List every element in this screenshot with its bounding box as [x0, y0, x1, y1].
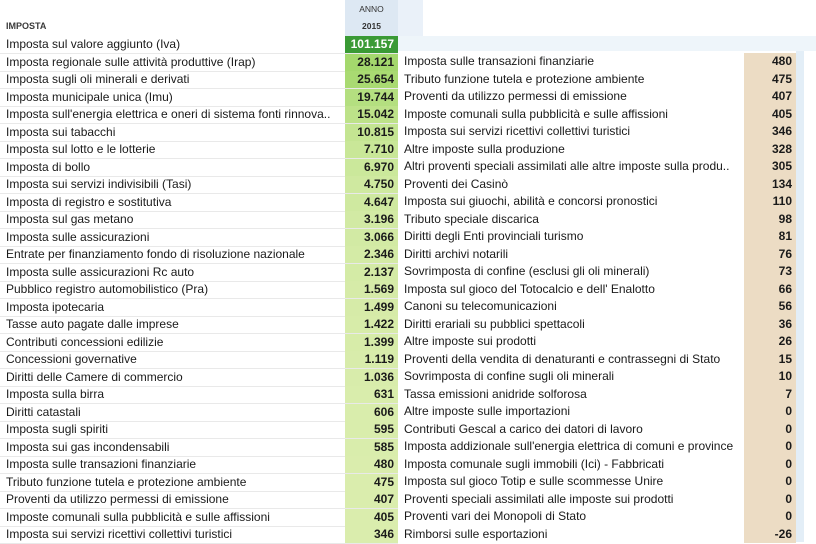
row-label: Altri proventi speciali assimilati alle altre imposte sulla produ.. [404, 159, 730, 173]
row-value: 10.815 [345, 124, 398, 142]
row-label: Diritti degli Enti provinciali turismo [404, 229, 584, 243]
row-value: 134 [744, 176, 796, 194]
row-label: Imposta sui tabacchi [6, 124, 116, 139]
row-value: 66 [744, 281, 796, 299]
row-label: Imposta addizionale sull'energia elettrica di comuni e province [404, 439, 734, 453]
row-value: -26 [744, 526, 796, 544]
row-label: Imposte comunali sulla pubblicità e sulle affissioni [6, 509, 270, 524]
row-label: Proventi speciali assimilati alle imposte sui prodotti [404, 491, 674, 506]
row-value: 56 [744, 298, 796, 316]
row-label: Proventi vari dei Monopoli di Stato [404, 509, 587, 523]
row-label: Imposta regionale sulle attività produttive (Irap) [6, 54, 256, 69]
right-edge-strip [796, 51, 804, 542]
header-strip [398, 0, 423, 36]
row-label: Proventi da utilizzo permessi di emissione [404, 89, 627, 103]
row-label: Imposta sui servizi indivisibili (Tasi) [6, 177, 192, 191]
row-label: Contributi Gescal a carico dei datori di lavoro [404, 421, 643, 436]
row-value: 595 [345, 421, 398, 439]
row-value: 1.499 [345, 299, 398, 317]
row-label: Imposta sui servizi ricettivi collettivi turistici [6, 527, 233, 541]
row-label: Imposta sulle transazioni finanziarie [404, 54, 595, 68]
row-value: 0 [744, 456, 796, 474]
row-label: Imposta sul gioco del Totocalcio e dell' Enalotto [404, 281, 655, 296]
row-label: Rimborsi sulle esportazioni [404, 526, 548, 541]
row-label: Imposta sui servizi ricettivi collettivi turistici [404, 124, 631, 138]
row-label: Imposta sulle assicurazioni [6, 229, 150, 244]
row-label: Pubblico registro automobilistico (Pra) [6, 282, 209, 296]
row-label: Altre imposte sui prodotti [404, 334, 537, 348]
row-value: 73 [744, 263, 796, 281]
row-value: 4.647 [345, 194, 398, 212]
row-label: Tributo funzione tutela e protezione ambiente [6, 474, 247, 489]
row-label: Imposta sugli spiriti [6, 422, 109, 436]
row-label: Tassa emissioni anidride solforosa [404, 386, 587, 401]
row-label: Imposta sulla birra [6, 387, 105, 401]
row-value: 1.422 [345, 316, 398, 334]
row-value: 2.346 [345, 246, 398, 264]
row-value: 1.399 [345, 334, 398, 352]
row-value: 475 [744, 71, 796, 89]
row-value: 3.066 [345, 229, 398, 247]
row-value: 0 [744, 403, 796, 421]
row-value: 81 [744, 228, 796, 246]
row-label: Imposta municipale unica (Imu) [6, 89, 173, 104]
row-label: Imposta sui gas incondensabili [6, 439, 170, 454]
row-value: 28.121 [345, 54, 398, 72]
row-label: Tasse auto pagate dalle imprese [6, 317, 179, 331]
row-value: 407 [744, 88, 796, 106]
row-value: 0 [744, 421, 796, 439]
row-label: Tributo speciale discarica [404, 211, 539, 226]
row-label: Proventi dei Casinò [404, 176, 509, 191]
row-label: Imposta sulle assicurazioni Rc auto [6, 264, 195, 279]
row-label: Imposta ipotecaria [6, 299, 105, 314]
row-value: 10 [744, 368, 796, 386]
row-value: 7.710 [345, 141, 398, 159]
row-label: Contributi concessioni edilizie [6, 334, 164, 349]
row-label: Tributo funzione tutela e protezione ambiente [404, 71, 645, 86]
row-value: 1.569 [345, 281, 398, 299]
row-label: Imposta sul gioco Totip e sulle scommesse Unire [404, 474, 664, 488]
row-label: Proventi della vendita di denaturanti e contrassegni di Stato [404, 351, 721, 366]
row-value: 25.654 [345, 71, 398, 89]
row-label: Imposta sul lotto e le lotterie [6, 142, 156, 156]
row-value: 631 [345, 386, 398, 404]
row-label: Canoni su telecomunicazioni [404, 299, 557, 313]
row-value: 76 [744, 246, 796, 264]
row-value: 98 [744, 211, 796, 229]
row-value: 26 [744, 333, 796, 351]
row-value: 1.119 [345, 351, 398, 369]
row-value: 585 [345, 439, 398, 457]
row-label: Diritti catastali [6, 404, 81, 419]
row-value: 15 [744, 351, 796, 369]
row-value: 7 [744, 386, 796, 404]
right-top-band [398, 36, 816, 51]
row-value: 1.036 [345, 369, 398, 387]
row-label: Imposta sugli oli minerali e derivati [6, 72, 190, 86]
row-label: Sovrimposta di confine sugli oli minerali [404, 369, 615, 383]
row-label: Concessioni governative [6, 352, 137, 366]
row-label: Imposte comunali sulla pubblicità e sulle affissioni [404, 106, 668, 121]
row-value: 15.042 [345, 106, 398, 124]
row-label: Altre imposte sulle importazioni [404, 404, 571, 418]
row-label: Imposta sulle transazioni finanziarie [6, 457, 197, 471]
row-value: 2.137 [345, 264, 398, 282]
row-value: 101.157 [345, 36, 398, 54]
row-value: 110 [744, 193, 796, 211]
row-value: 19.744 [345, 89, 398, 107]
row-value: 305 [744, 158, 796, 176]
row-label: Imposta sul gas metano [6, 212, 134, 226]
row-value: 405 [345, 509, 398, 527]
row-label: Diritti delle Camere di commercio [6, 369, 183, 384]
row-value: 475 [345, 474, 398, 492]
header-year-value: 2015 [362, 21, 381, 31]
row-value: 606 [345, 404, 398, 422]
row-label: Imposta sull'energia elettrica e oneri di sistema fonti rinnova.. [6, 107, 331, 121]
row-value: 328 [744, 141, 796, 159]
row-value: 346 [744, 123, 796, 141]
row-value: 346 [345, 526, 398, 544]
row-label: Diritti archivi notarili [404, 246, 509, 261]
row-label: Imposta sul valore aggiunto (Iva) [6, 37, 181, 51]
row-label: Sovrimposta di confine (esclusi gli oli minerali) [404, 264, 650, 278]
row-value: 36 [744, 316, 796, 334]
row-value: 405 [744, 106, 796, 124]
row-label: Altre imposte sulla produzione [404, 141, 565, 156]
row-value: 0 [744, 491, 796, 509]
row-value: 480 [744, 53, 796, 71]
row-value: 480 [345, 456, 398, 474]
row-value: 0 [744, 438, 796, 456]
row-value: 4.750 [345, 176, 398, 194]
row-label: Imposta di bollo [6, 159, 91, 174]
row-label: Diritti erariali su pubblici spettacoli [404, 316, 585, 331]
row-value: 407 [345, 491, 398, 509]
row-label: Imposta sui giuochi, abilità e concorsi pronostici [404, 194, 658, 208]
header-year-label: ANNO [359, 4, 384, 14]
header-imposta: IMPOSTA [6, 21, 47, 31]
header-year-cell [345, 0, 398, 36]
row-value: 0 [744, 473, 796, 491]
row-label: Proventi da utilizzo permessi di emissione [6, 492, 229, 506]
row-label: Imposta comunale sugli immobili (Ici) - Fabbricati [404, 456, 665, 471]
row-value: 0 [744, 508, 796, 526]
row-label: Entrate per finanziamento fondo di risoluzione nazionale [6, 247, 305, 261]
row-value: 3.196 [345, 211, 398, 229]
row-label: Imposta di registro e sostitutiva [6, 194, 172, 209]
row-value: 6.970 [345, 159, 398, 177]
